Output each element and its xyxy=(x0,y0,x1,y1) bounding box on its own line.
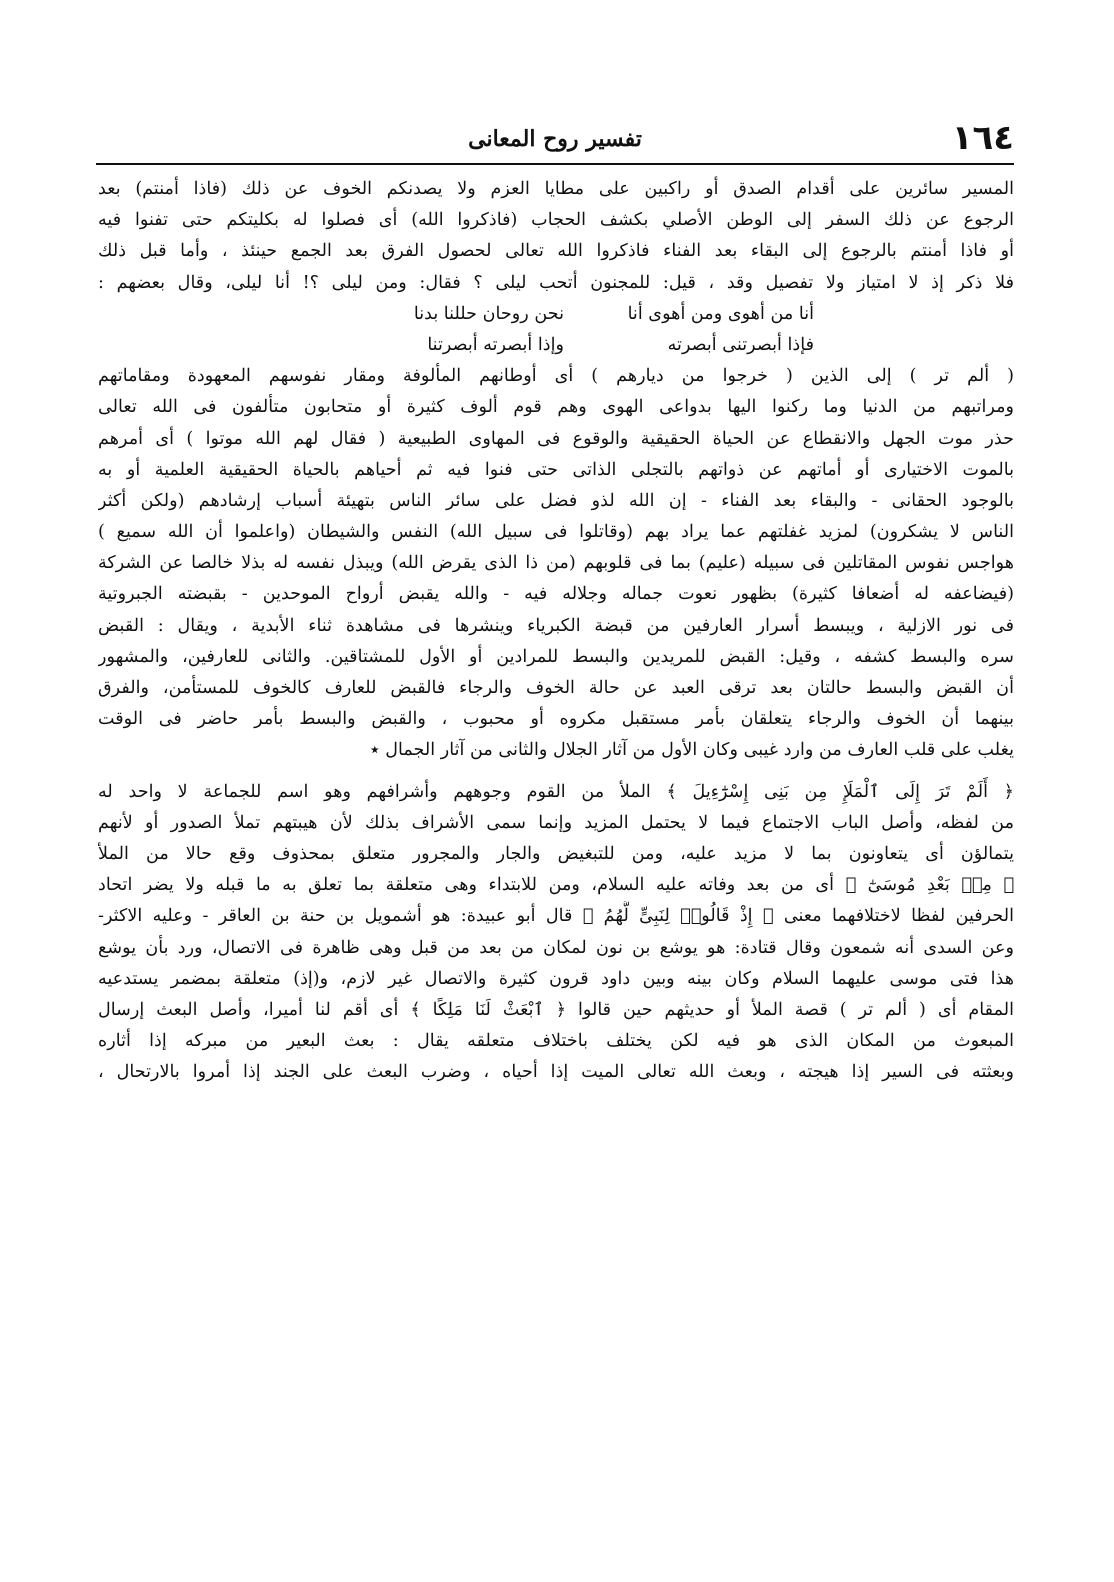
paragraph-2 xyxy=(98,361,1014,766)
text-line: ﴿ أَلَمْ تَرَ إِلَى ٱلْمَلَإِ مِن بَنِى إِسْرَٰٓءِيلَ ﴾ الملأ من القوم وجوههم وأشرافهم وهو اسم للجماعة لا واحد له xyxy=(98,781,1014,802)
text-line: هذا فتى موسى عليهما السلام وكان بينه وبين داود قرون كثيرة والاتصال غير لازم، و(إذ) متعلقة بمضمر يستدعيه xyxy=(98,968,1014,989)
verse-hemistich: نحن روحان حللنا بدنا xyxy=(413,303,564,324)
running-title: تفسير روح المعانى xyxy=(468,126,642,152)
verse-hemistich: وإذا أبصرته أبصرتنا xyxy=(427,334,564,355)
text-line: وعن السدى أنه شمعون وقال قتادة: هو يوشع بن نون لمكان من بعد من قبل وهى ظاهرة فى الاتصال، ورد بأن يوشع xyxy=(98,937,1014,958)
text-line: أن القبض والبسط حالتان بعد ترقى العبد عن حالة الخوف والرجاء فالقبض للعارف كالخوف للمستأمن، والفرق xyxy=(98,678,1014,698)
text-line: الرجوع عن ذلك السفر إلى الوطن الأصلي بكشف الحجاب (فاذكروا الله) أى فصلوا له بكليتكم حتى تفنوا فيه xyxy=(98,210,1014,231)
text-line: فى نور الازلية ، ويبسط أسرار العارفين من قبضة الكبرياء وينشرها فى مشاهدة ثناء الأبدية ، ويقال : القبض xyxy=(98,615,1014,636)
text-line: سره والبسط كشفه ، وقيل: القبض للمريدين والبسط للمرادين أو الأول للمشتاقين. والثانى للعارفين، والمشهور xyxy=(98,646,1014,667)
text-line: ومراتبهم من الدنيا وما ركنوا اليها بدواعى الهوى وهم قوم ألوف كثيرة أو متحابون متألفون فى الله تعالى xyxy=(98,397,1014,418)
text-line: المبعوث من المكان الذى هو فيه لكن يختلف باختلاف متعلقه يقال : بعث البعير من مبركه إذا أثاره xyxy=(98,1031,1014,1052)
verse-line-1 xyxy=(98,299,1014,330)
paragraph-1 xyxy=(98,174,1014,299)
page-number: ١٦٤ xyxy=(951,118,1014,158)
text-line: (فيضاعفه له أضعافا كثيرة) بظهور نعوت جماله وجلاله فيه - والله يقبض أرواح الموحدين - بقبضته الجبروتية xyxy=(98,584,1014,605)
text-line: هواجس نفوس المقاتلين فى سبيله (عليم) بما فى قلوبهم (من ذا الذى يقرض الله) ويبذل نفسه له بذلا خالصا عن الشركة xyxy=(98,553,1014,574)
verse-hemistich: فإذا أبصرتنى أبصرته xyxy=(667,334,814,355)
text-line: من لفظه، وأصل الباب الاجتماع فيما لا يحتمل المزيد وإنما سمى الأشراف بذلك لأن هيبتهم تملأ الصدور أو لأنهم xyxy=(98,812,1014,833)
verse-hemistich: أنا من أهوى ومن أهوى أنا xyxy=(627,303,814,324)
text-line: يتمالؤن أى يتعاونون بما لا مزيد عليه، ومن للتبغيض والجار والمجرور متعلق بمحذوف وقع حالا من الملأ xyxy=(98,843,1014,864)
text-line: وبعثته فى السير إذا هيجته ، وبعث الله تعالى الميت إذا أحياه ، وضرب البعث على الجند إذا أمروا بالارتحال ، xyxy=(98,1062,1014,1083)
verse-line-2 xyxy=(98,330,1014,361)
page-body xyxy=(98,174,1014,1088)
paragraph-3 xyxy=(98,777,1014,1089)
text-line: الناس لا يشكرون) لمزيد غفلتهم عما يراد بهم (وقاتلوا فى سبيل الله) النفس والشيطان (واعلموا أن الله سميع ) xyxy=(98,522,1014,543)
poem-verse xyxy=(98,299,1014,361)
paragraph-gap xyxy=(98,767,1014,777)
header-rule xyxy=(96,163,1014,165)
text-line: فلا ذكر إذ لا امتياز ولا تفصيل وقد ، قيل: للمجنون أتحب ليلى ؟ فقال: ومن ليلى ؟! أنا ليلى، وقال بعضهم : xyxy=(98,272,1014,293)
text-line: أو فاذا أمنتم بالرجوع إلى البقاء بعد الفناء فاذكروا الله تعالى لحصول الفرق بعد الجمع حينئذ ، وأما قبل ذلك xyxy=(98,241,1014,262)
text-line: يغلب على قلب العارف من وارد غيبى وكان الأول من آثار الجلال والثانى من آثار الجمال ٭ xyxy=(370,740,1014,761)
text-line: بالموت الاختيارى أو أماتهم عن ذواتهم بالتجلى الذاتى حتى فنوا فيه ثم أحياهم بالحياة الحقيقية العلمية أو به xyxy=(98,459,1014,480)
text-line: بينهما أن الخوف والرجاء يتعلقان بأمر مستقبل مكروه أو محبوب ، والقبض والبسط بأمر حاضر فى الوقت xyxy=(98,709,1014,730)
text-line: ﴿ مِنۢ بَعْدِ مُوسَىٰٓ ﴾ أى من بعد وفاته عليه السلام، ومن للابتداء وهى متعلقة بما تعلق به ما قبله ولا يضر اتحاد xyxy=(98,875,1014,896)
text-line: المسير سائرين على أقدام الصدق أو راكبين على مطايا العزم ولا يصدنكم الخوف عن ذلك (فاذا أمنتم) بعد xyxy=(98,179,1014,199)
text-line: بالوجود الحقانى - والبقاء بعد الفناء - إن الله لذو فضل على سائر الناس بتهيئة أسباب إرشادهم (ولكن أكثر xyxy=(98,490,1014,511)
text-line: ( ألم تر ) إلى الذين ( خرجوا من ديارهم ) أى أوطانهم المألوفة ومقار نفوسهم المعهودة ومقاماتهم xyxy=(98,366,1014,387)
text-line: المقام أى ( ألم تر ) قصة الملأ أو حديثهم حين قالوا ﴿ ٱبْعَثْ لَنَا مَلِكًا ﴾ أى أقم لنا أميرا، وأصل البعث إرسال xyxy=(98,999,1014,1020)
text-line: الحرفين لفظا لاختلافهما معنى ﴿ إِذْ قَالُوا۟ لِنَبِىٍّ لَّهُمُ ﴾ قال أبو عبيدة: هو أشمويل بن حنة بن العاقر - وعليه الاكثر- xyxy=(98,906,1014,927)
text-line: حذر موت الجهل والانقطاع عن الحياة الحقيقية والوقوع فى المهاوى الطبيعية ( فقال لهم الله موتوا ) أى أمرهم xyxy=(98,428,1014,449)
page-header xyxy=(96,118,1014,162)
